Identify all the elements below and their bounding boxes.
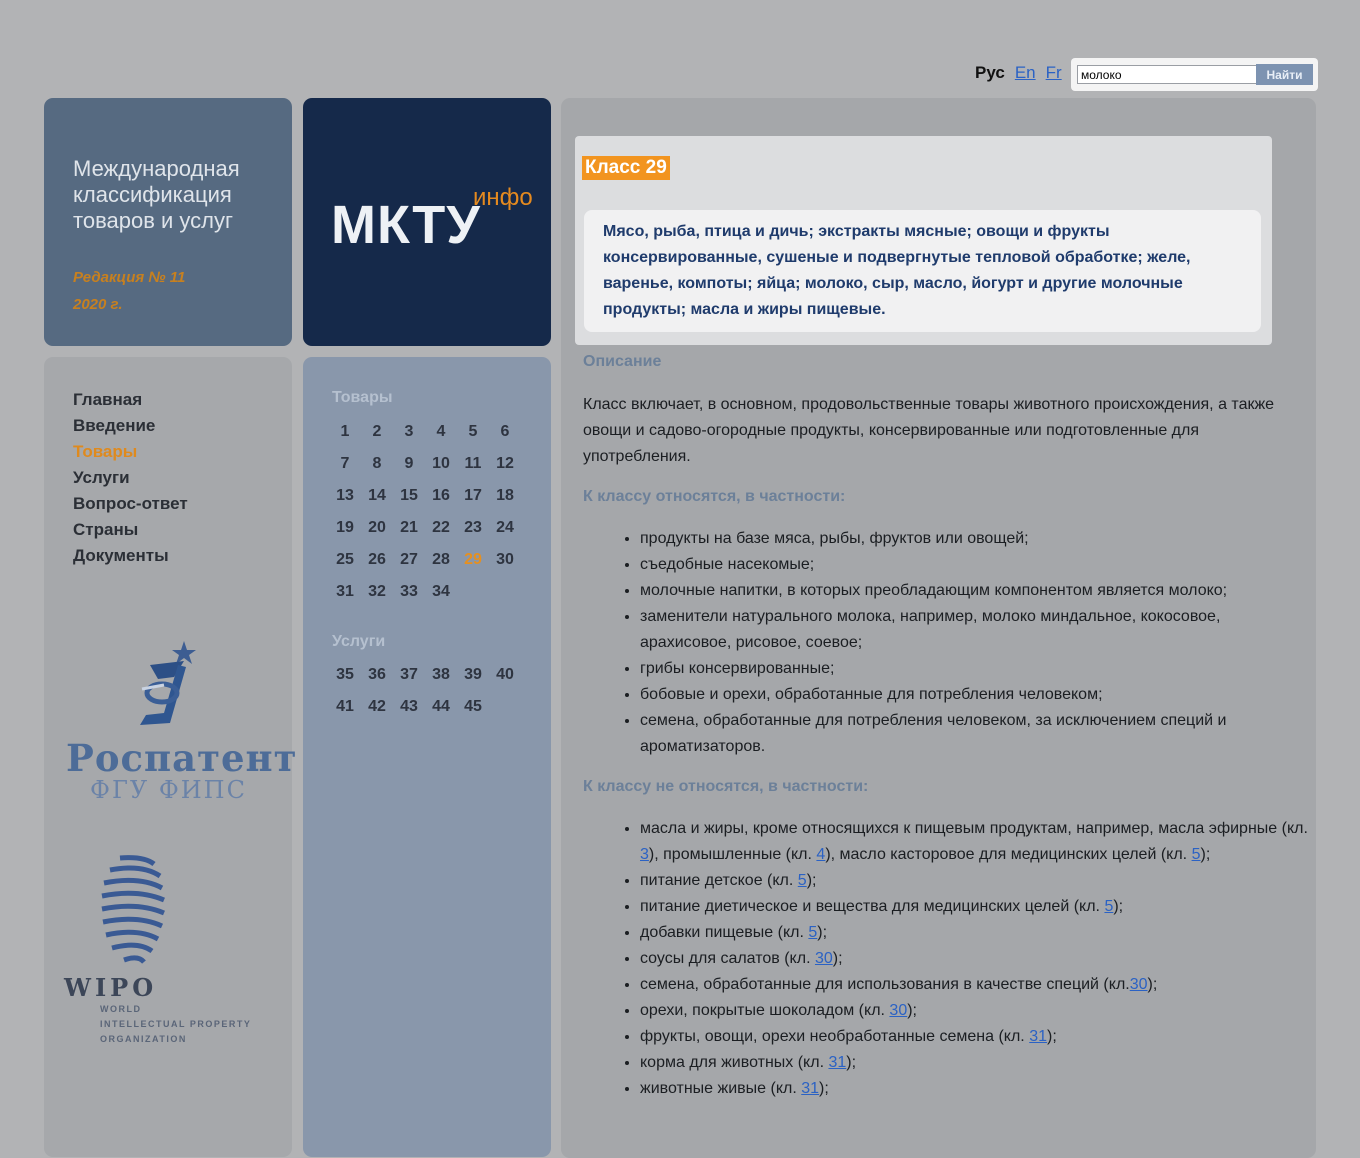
excludes-text: ); [846, 1054, 857, 1071]
excludes-item [640, 894, 1310, 920]
class-number-link[interactable]: 20 [368, 519, 386, 536]
class-number-link[interactable]: 6 [500, 423, 510, 440]
class-reference-link[interactable]: 31 [801, 1080, 820, 1097]
class-number-link[interactable]: 29 [464, 551, 482, 568]
class-number-link[interactable]: 11 [464, 455, 482, 472]
class-reference-link[interactable]: 4 [816, 846, 826, 863]
class-number-link[interactable]: 28 [432, 551, 450, 568]
services-class-grid [329, 663, 521, 718]
class-number-link[interactable]: 38 [432, 666, 450, 683]
site-title: Международная классификация товаров и услуг [73, 156, 240, 233]
nav-item[interactable]: Документы [73, 546, 169, 565]
excludes-item [640, 868, 1310, 894]
class-number-link[interactable]: 30 [496, 551, 514, 568]
nav-item[interactable]: Страны [73, 520, 139, 539]
class-reference-link[interactable]: 30 [814, 950, 833, 967]
class-description-card [584, 210, 1261, 332]
class-number-link[interactable]: 3 [404, 423, 414, 440]
rospatent-emblem-icon [134, 637, 204, 729]
excludes-text: соусы для салатов (кл. [640, 950, 815, 967]
class-reference-link[interactable]: 31 [1029, 1028, 1047, 1045]
wipo-globe-icon [72, 852, 172, 970]
includes-item: • заменители натурального молока, например, молоко миндальное, кокосовое, арахисовое, рисовое, соевое; [640, 604, 1310, 656]
site-title-panel [44, 98, 292, 346]
goods-heading: Товары [332, 389, 393, 406]
includes-list [619, 526, 1310, 760]
excludes-text: питание детское (кл. [640, 872, 798, 889]
class-index-panel [303, 357, 551, 1157]
class-number-link[interactable]: 44 [432, 698, 450, 715]
excludes-list [619, 816, 1310, 1102]
class-reference-link[interactable]: 30 [1129, 976, 1148, 993]
excludes-text: питание диетическое и вещества для медицинских целей (кл. [640, 898, 1105, 915]
nav-item[interactable]: Услуги [73, 468, 130, 487]
class-number-link[interactable]: 27 [400, 551, 418, 568]
class-number-link[interactable]: 9 [404, 455, 414, 472]
includes-item: • бобовые и орехи, обработанные для потребления человеком; [640, 682, 1310, 708]
excludes-text: добавки пищевые (кл. [640, 924, 809, 941]
class-number-link[interactable]: 23 [464, 519, 482, 536]
excludes-text: семена, обработанные для использования в качестве специй (кл. [640, 976, 1130, 993]
class-number-link[interactable]: 43 [400, 698, 418, 715]
sidebar-nav-panel [44, 357, 298, 1157]
nav-item[interactable]: Товары [73, 442, 138, 461]
class-number-link[interactable]: 4 [436, 423, 446, 440]
excludes-heading: К классу не относятся, в частности: [583, 778, 869, 795]
nav-item[interactable]: Введение [73, 416, 156, 435]
class-number-link[interactable]: 26 [368, 551, 386, 568]
excludes-item [640, 816, 1310, 868]
lang-ru-current: Рус [975, 63, 1005, 82]
class-number-link[interactable]: 35 [336, 666, 354, 683]
edition-year: 2020 г. [73, 296, 123, 313]
excludes-text: ); [1200, 846, 1211, 863]
class-number-link[interactable]: 37 [400, 666, 418, 683]
excludes-text: фрукты, овощи, орехи необработанные семена (кл. [640, 1028, 1030, 1045]
excludes-item [640, 1050, 1310, 1076]
excludes-text: ); [1147, 976, 1158, 993]
class-number-link[interactable]: 13 [336, 487, 354, 504]
excludes-text: ); [907, 1002, 917, 1019]
search-form [1071, 58, 1318, 91]
class-number-link[interactable]: 2 [372, 423, 382, 440]
class-number-link[interactable]: 42 [368, 698, 386, 715]
excludes-item [640, 972, 1310, 998]
excludes-item [640, 1024, 1310, 1050]
services-heading: Услуги [332, 633, 386, 650]
mktu-logo-panel[interactable] [303, 98, 551, 346]
excludes-text: ); [806, 872, 817, 889]
class-number-link[interactable]: 41 [336, 698, 354, 715]
class-number-link[interactable]: 18 [496, 487, 514, 504]
wipo-line-3: ORGANIZATION [100, 1034, 187, 1044]
class-title: Класс 29 [582, 156, 670, 180]
excludes-text: корма для животных (кл. [640, 1054, 829, 1071]
class-number-link[interactable]: 32 [368, 583, 386, 600]
class-number-link[interactable]: 10 [432, 455, 450, 472]
main-content [561, 98, 1316, 1158]
language-switcher [975, 63, 1062, 83]
excludes-item [640, 1076, 1310, 1102]
goods-class-grid [329, 420, 521, 603]
lang-en-link[interactable]: En [1014, 63, 1036, 82]
class-reference-link[interactable]: 31 [828, 1054, 847, 1071]
includes-item: • молочные напитки, в которых преобладающим компонентом является молоко; [640, 578, 1310, 604]
main-nav [73, 387, 188, 569]
class-number-link[interactable]: 45 [464, 698, 482, 715]
class-reference-link[interactable]: 5 [1104, 898, 1114, 915]
class-number-link[interactable]: 19 [336, 519, 354, 536]
class-number-link[interactable]: 5 [468, 423, 478, 440]
nav-item[interactable]: Главная [73, 390, 143, 409]
excludes-item [640, 946, 1310, 972]
wipo-line-1: WORLD [100, 1004, 142, 1014]
class-number-link[interactable]: 22 [432, 519, 450, 536]
class-number-link[interactable]: 14 [368, 487, 386, 504]
class-number-link[interactable]: 24 [496, 519, 514, 536]
nav-item[interactable]: Вопрос-ответ [73, 494, 188, 513]
class-number-link[interactable]: 15 [400, 487, 418, 504]
excludes-item [640, 998, 1310, 1024]
class-intro-text: Класс включает, в основном, продовольственные товары животного происхождения, а также овощи и садово-огородные продукты, консервированные или подготовленные для употребления. [583, 396, 1275, 465]
excludes-text: ); [817, 924, 828, 941]
class-reference-link[interactable]: 3 [640, 846, 649, 863]
class-number-link[interactable]: 7 [340, 455, 350, 472]
excludes-text: ); [1047, 1028, 1057, 1045]
class-description: Мясо, рыба, птица и дичь; экстракты мясные; овощи и фрукты консервированные, сушеные и подвергнутые тепловой обработке; желе, варенье, компоты; яйца; молоко, сыр, масло, йогурт и другие молочные продукты; масла и жиры пищевые. [603, 223, 1191, 318]
class-reference-link[interactable]: 5 [1191, 846, 1201, 863]
class-reference-link[interactable]: 5 [808, 924, 818, 941]
rospatent-subtitle: ФГУ ФИПС [90, 776, 247, 804]
excludes-text: ), промышленные (кл. [648, 846, 817, 863]
class-number-link[interactable]: 16 [432, 487, 450, 504]
class-reference-link[interactable]: 30 [889, 1002, 908, 1019]
class-number-link[interactable]: 34 [432, 583, 450, 600]
logo-superscript: инфо [473, 184, 533, 211]
class-number-link[interactable]: 33 [400, 583, 418, 600]
wipo-logo[interactable] [64, 852, 251, 1047]
class-number-link[interactable]: 39 [464, 666, 482, 683]
edition-number: Редакция № 11 [73, 269, 186, 286]
excludes-text: масла и жиры, кроме относящихся к пищевым продуктам, например, масла эфирные (кл. [640, 820, 1308, 837]
includes-item: • съедобные насекомые; [640, 552, 1310, 578]
class-number-link[interactable]: 31 [336, 583, 354, 600]
wipo-line-2: INTELLECTUAL PROPERTY [100, 1019, 252, 1029]
logo-text: МКТУ [331, 195, 481, 255]
search-button[interactable]: Найти [1256, 64, 1313, 85]
class-number-link[interactable]: 12 [496, 455, 514, 472]
class-number-link[interactable]: 25 [336, 551, 354, 568]
class-number-link[interactable]: 8 [372, 455, 382, 472]
wipo-name: WIPO [64, 973, 158, 1002]
class-reference-link[interactable]: 5 [797, 872, 807, 889]
lang-fr-link[interactable]: Fr [1045, 63, 1062, 82]
search-input[interactable] [1077, 65, 1259, 84]
edition-info [73, 264, 185, 318]
class-number-link[interactable]: 17 [464, 487, 482, 504]
description-heading: Описание [583, 353, 662, 370]
includes-item: • семена, обработанные для потребления человеком, за исключением специй и ароматизаторов. [640, 708, 1310, 760]
rospatent-name: Роспатент [66, 736, 298, 780]
class-number-link[interactable]: 1 [340, 423, 350, 440]
class-number-link[interactable]: 21 [400, 519, 418, 536]
excludes-text: ); [832, 950, 843, 967]
includes-item: • грибы консервированные; [640, 656, 1310, 682]
excludes-item [640, 920, 1310, 946]
class-number-link[interactable]: 40 [496, 666, 514, 683]
class-summary-box [575, 136, 1272, 345]
excludes-text: животные живые (кл. [640, 1080, 802, 1097]
class-number-link[interactable]: 36 [368, 666, 386, 683]
includes-heading: К классу относятся, в частности: [583, 488, 846, 505]
excludes-text: ), масло касторовое для медицинских целей (кл. [825, 846, 1192, 863]
rospatent-logo[interactable] [66, 637, 298, 804]
includes-item: • продукты на базе мяса, рыбы, фруктов или овощей; [640, 526, 1310, 552]
excludes-text: орехи, покрытые шоколадом (кл. [640, 1002, 890, 1019]
excludes-text: ); [819, 1080, 829, 1097]
excludes-text: ); [1113, 898, 1124, 915]
